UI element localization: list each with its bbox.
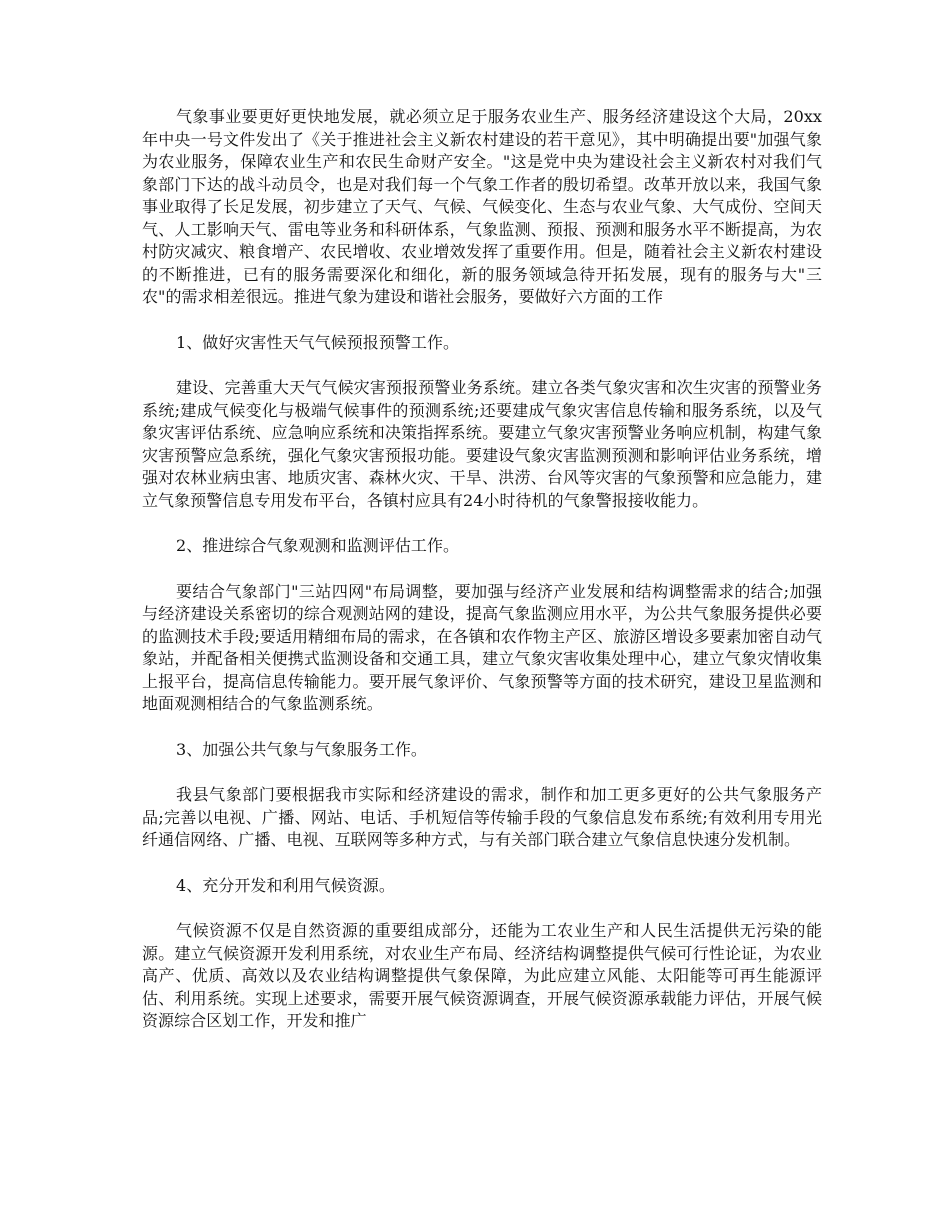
section-heading-1: 1、做好灾害性天气气候预报预警工作。 [176,332,460,352]
section-4-paragraph: 气候资源不仅是自然资源的重要组成部分，还能为工农业生产和人民生活提供无污染的能源。建立气候资源开发利用系统，对农业生产布局、经济结构调整提供气候可行性论证，为农业高产、优质、高效以及农业结构调整提供气象保障，为此应建立风能、太阳能等可再生能源评估、利用系统。实现上述要求，需要开展气候资源调查，开展气候资源承载能力评估，开展气候资源综合区划工作，开发和推广 [142,921,822,1030]
section-heading-3: 3、加强公共气象与气象服务工作。 [176,739,427,759]
section-heading-2: 2、推进综合气象观测和监测评估工作。 [176,536,460,555]
section-3-paragraph: 我县气象部门要根据我市实际和经济建设的需求，制作和加工更多更好的公共气象服务产品;完善以电视、广播、网站、电话、手机短信等传输手段的气象信息发布系统;有效利用专用光纤通信网络、广播、电视、互联网等多种方式，与有关部门联合建立气象信息快速分发机制。 [142,785,822,849]
section-heading-4: 4、充分开发和利用气候资源。 [176,875,395,895]
section-2-paragraph: 要结合气象部门"三站四网"布局调整，要加强与经济产业发展和结构调整需求的结合;加强与经济建设关系密切的综合观测站网的建设，提高气象监测应用水平，为公共气象服务提供必要的监测技术手段;要适用精细布局的需求，在各镇和农作物主产区、旅游区增设多要素加密自动气象站，并配备相关便携式监测设备和交通工具，建立气象灾害收集处理中心，建立气象灾情收集上报平台，提高信息传输能力。要开展气象评价、气象预警等方面的技术研究，建设卫星监测和地面观测相结合的气象监测系统。 [142,581,822,713]
intro-paragraph: 气象事业要更好更快地发展，就必须立足于服务农业生产、服务经济建设这个大局，20xx年中央一号文件发出了《关于推进社会主义新农村建设的若干意见》，其中明确提出要"加强气象为农业服务，保障农业生产和农民生命财产安全。"这是党中央为建设社会主义新农村对我们气象部门下达的战斗动员令，也是对我们每一个气象工作者的殷切希望。改革开放以来，我国气象事业取得了长足发展，初步建立了天气、气候、气候变化、生态与农业气象、大气成份、空间天气、人工影响天气、雷电等业务和科研体系，气象监测、预报、预测和服务水平不断提高，为农村防灾减灾、粮食增产、农民增收、农业增效发挥了重要作用。但是，随着社会主义新农村建设的不断推进，已有的服务需要深化和细化，新的服务领域急待开拓发展，现有的服务与大"三农"的需求相差很远。推进气象为建设和谐社会服务，要做好六方面的工作 [142,107,822,306]
section-1-paragraph: 建设、完善重大天气气候灾害预报预警业务系统。建立各类气象灾害和次生灾害的预警业务系统;建成气候变化与极端气候事件的预测系统;还要建成气象灾害信息传输和服务系统，以及气象灾害评估系统、应急响应系统和决策指挥系统。要建立气象灾害预警业务响应机制，构建气象灾害预警应急系统，强化气象灾害预报功能。要建设气象灾害监测预测和影响评估业务系统，增强对农林业病虫害、地质灾害、森林火灾、干旱、洪涝、台风等灾害的气象预警和应急能力，建立气象预警信息专用发布平台，各镇村应具有24小时待机的气象警报接收能力。 [142,378,822,510]
document-body [142,106,822,1056]
